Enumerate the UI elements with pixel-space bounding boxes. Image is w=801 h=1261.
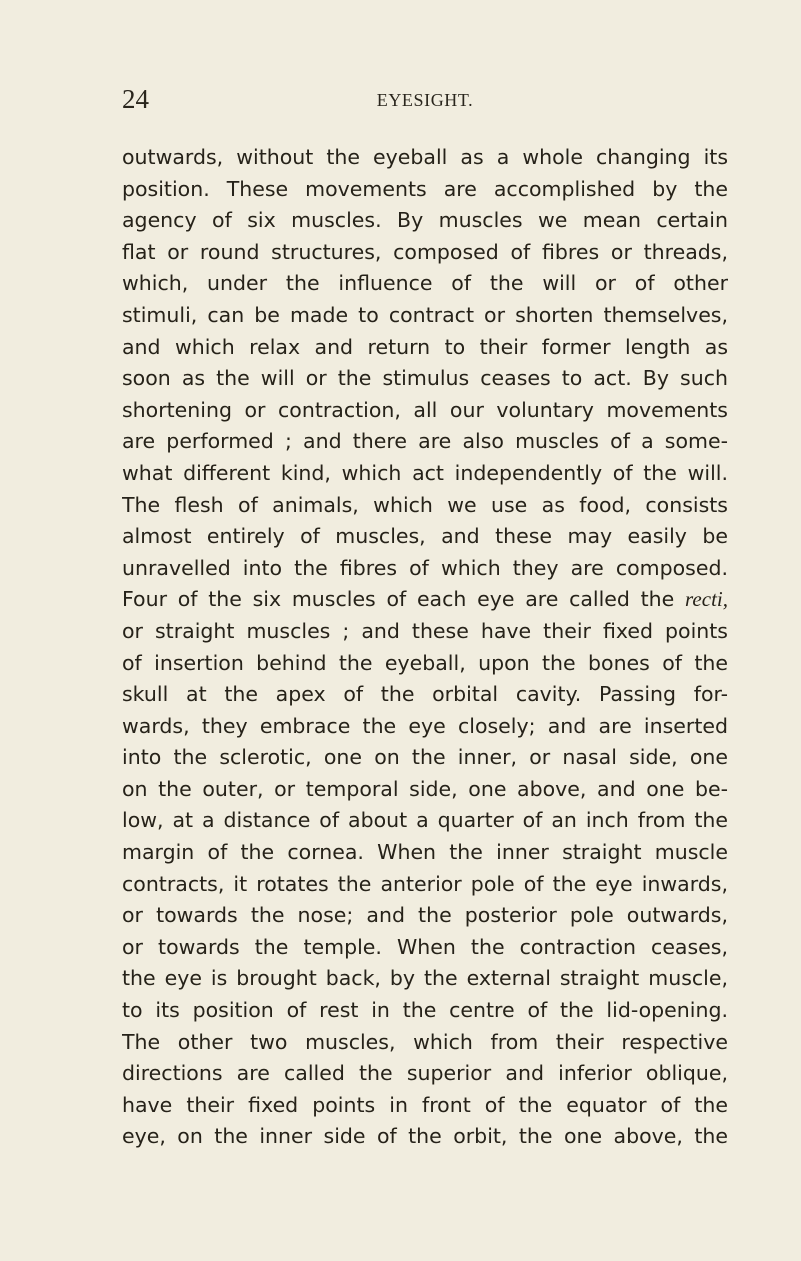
text-line: and which relax and return to their former length as [122, 334, 728, 359]
text-line: or towards the temple. When the contraction ceases, [122, 934, 728, 959]
text-line: The flesh of animals, which we use as food, consists [122, 492, 728, 517]
running-head [122, 84, 728, 114]
text-line: contracts, it rotates the anterior pole of the eye inwards, [122, 871, 728, 896]
text-line: have their fixed points in front of the equator of the [122, 1092, 728, 1117]
text-line: wards, they embrace the eye closely; and are inserted [122, 713, 728, 738]
text-line: into the sclerotic, one on the inner, or nasal side, one [122, 745, 728, 770]
text-line: almost entirely of muscles, and these may easily be [122, 524, 728, 549]
text-line: are performed ; and there are also muscles of a some- [122, 429, 728, 454]
text-line: low, at a distance of about a quarter of an inch from the [122, 808, 728, 833]
text-line: The other two muscles, which from their respective [122, 1029, 728, 1054]
text-line: what different kind, which act independently of the will. [122, 460, 728, 485]
text-line-with-italic [122, 584, 728, 616]
text-line: stimuli, can be made to contract or shorten themselves, [122, 302, 728, 327]
text-line: outwards, without the eyeball as a whole changing its [122, 145, 728, 169]
text-line: the eye is brought back, by the external straight muscle, [122, 966, 728, 991]
text-line: position. These movements are accomplished by the [122, 176, 728, 201]
text-line: margin of the cornea. When the inner straight muscle [122, 840, 728, 865]
text-line: of insertion behind the eyeball, upon the bones of the [122, 650, 728, 675]
text-line: soon as the will or the stimulus ceases to act. By such [122, 366, 728, 391]
text-line: skull at the apex of the orbital cavity. Passing for- [122, 682, 728, 707]
body-paragraph [122, 142, 728, 1153]
text-line: to its position of rest in the centre of the lid-opening. [122, 998, 728, 1023]
text-line: on the outer, or temporal side, one above, and one be- [122, 776, 728, 801]
italic-term-recti: recti, [685, 587, 728, 612]
text-line: which, under the influence of the will or of other [122, 271, 728, 296]
text-line: or straight muscles ; and these have their fixed points [122, 618, 728, 643]
text-line: unravelled into the fibres of which they are composed. [122, 555, 728, 580]
running-title: EYESIGHT. [376, 90, 474, 110]
text-line: flat or round structures, composed of fibres or threads, [122, 239, 728, 264]
text-line: shortening or contraction, all our voluntary movements [122, 397, 728, 422]
text-line-segment: Four of the six muscles of each eye are called the [122, 587, 675, 612]
text-line: directions are called the superior and inferior oblique, [122, 1061, 728, 1086]
text-line: eye, on the inner side of the orbit, the one above, the [122, 1124, 728, 1149]
text-line: or towards the nose; and the posterior pole outwards, [122, 903, 728, 928]
text-line: agency of six muscles. By muscles we mean certain [122, 208, 728, 233]
page-number: 24 [122, 84, 149, 114]
